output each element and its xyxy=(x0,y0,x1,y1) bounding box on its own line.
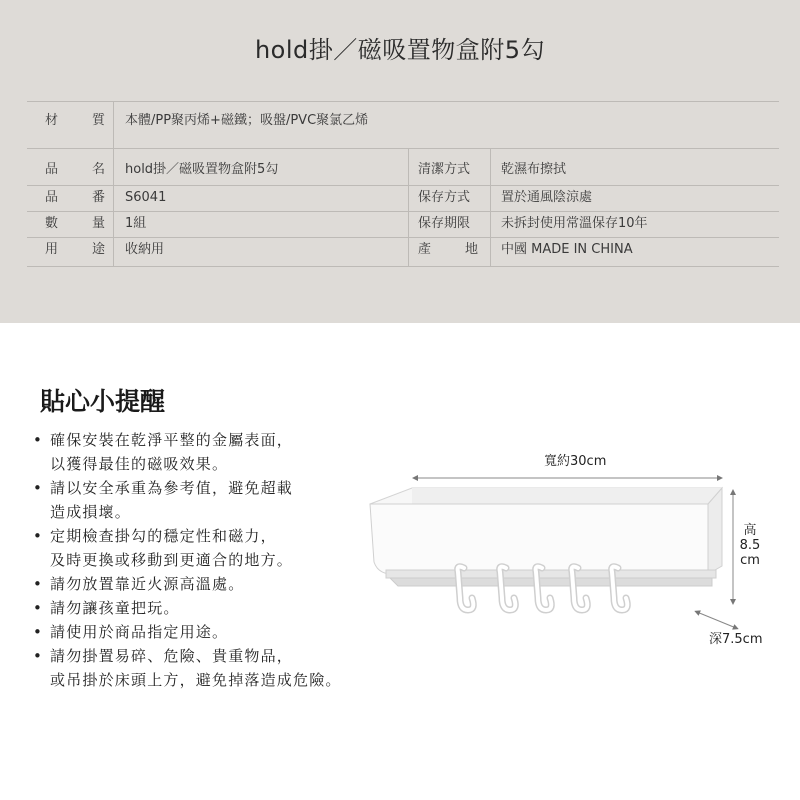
tip-line: 造成損壞。 xyxy=(50,503,132,521)
spec-value-material: 本體/PP聚丙烯+磁鐵；吸盤/PVC聚氯乙烯 xyxy=(125,113,369,128)
tip-item xyxy=(32,476,402,524)
spec-divider xyxy=(408,148,409,266)
tip-line: • 請以安全承重為參考值，避免超載 xyxy=(50,479,294,497)
tip-item xyxy=(32,620,402,644)
tip-line: 以獲得最佳的磁吸效果。 xyxy=(50,455,229,473)
spec-row-divider xyxy=(27,148,779,149)
spec-label-shelf-life: 保存期限 xyxy=(418,216,471,231)
tip-line: • 定期檢查掛勾的穩定性和磁力， xyxy=(50,527,277,545)
spec-label-name: 品 名 xyxy=(45,162,105,177)
spec-value-origin: 中國 MADE IN CHINA xyxy=(501,242,633,257)
spec-value-code: S6041 xyxy=(125,190,167,205)
depth-arrow xyxy=(697,612,736,628)
spec-row-divider xyxy=(27,237,779,238)
tips-heading: 貼心小提醒 xyxy=(40,387,166,416)
tip-line: 及時更換或移動到更適合的地方。 xyxy=(50,551,294,569)
product-title: hold掛／磁吸置物盒附5勾 xyxy=(254,36,546,64)
tip-line: • 請勿掛置易碎、危險、貴重物品， xyxy=(50,647,294,665)
width-label: 寬約30cm xyxy=(544,454,607,469)
tip-line: 或吊掛於床頭上方，避免掉落造成危險。 xyxy=(50,671,342,689)
spec-value-usage: 收納用 xyxy=(125,242,165,257)
spec-label-usage: 用 途 xyxy=(45,242,105,257)
tip-line: • 請勿放置靠近火源高溫處。 xyxy=(50,575,245,593)
tip-line: • 請使用於商品指定用途。 xyxy=(50,623,229,641)
spec-label-material: 材 質 xyxy=(45,113,105,128)
spec-value-name: hold掛／磁吸置物盒附5勾 xyxy=(125,162,279,177)
tip-item xyxy=(32,644,402,692)
spec-value-shelf-life: 未拆封使用常溫保存10年 xyxy=(501,216,648,231)
spec-label-code: 品 番 xyxy=(45,190,105,205)
spec-row-divider xyxy=(27,185,779,186)
tip-line: • 確保安裝在乾淨平整的金屬表面， xyxy=(50,431,294,449)
hook-rail xyxy=(386,570,716,578)
spec-divider xyxy=(113,102,114,266)
spec-label-cleaning: 清潔方式 xyxy=(418,162,471,177)
spec-value-storage: 置於通風陰涼處 xyxy=(501,190,593,205)
tips-list xyxy=(32,428,402,692)
tip-item xyxy=(32,428,402,476)
spec-label-origin: 產 地 xyxy=(418,242,478,257)
height-label: 高 8.5 cm xyxy=(739,523,761,568)
spec-divider xyxy=(490,148,491,266)
spec-row-divider xyxy=(27,211,779,212)
hook-rail-base xyxy=(390,578,712,586)
spec-value-quantity: 1組 xyxy=(125,216,147,231)
spec-panel xyxy=(0,0,800,323)
spec-table xyxy=(27,101,779,267)
tip-item xyxy=(32,524,402,572)
tip-item xyxy=(32,596,402,620)
spec-label-storage: 保存方式 xyxy=(418,190,471,205)
tip-item xyxy=(32,572,402,596)
spec-value-cleaning: 乾濕布擦拭 xyxy=(501,162,567,177)
depth-label: 深7.5cm xyxy=(709,632,763,647)
spec-label-quantity: 數 量 xyxy=(45,216,105,231)
box-side-face xyxy=(708,488,722,574)
product-illustration xyxy=(360,470,780,640)
tip-line: • 請勿讓孩童把玩。 xyxy=(50,599,180,617)
